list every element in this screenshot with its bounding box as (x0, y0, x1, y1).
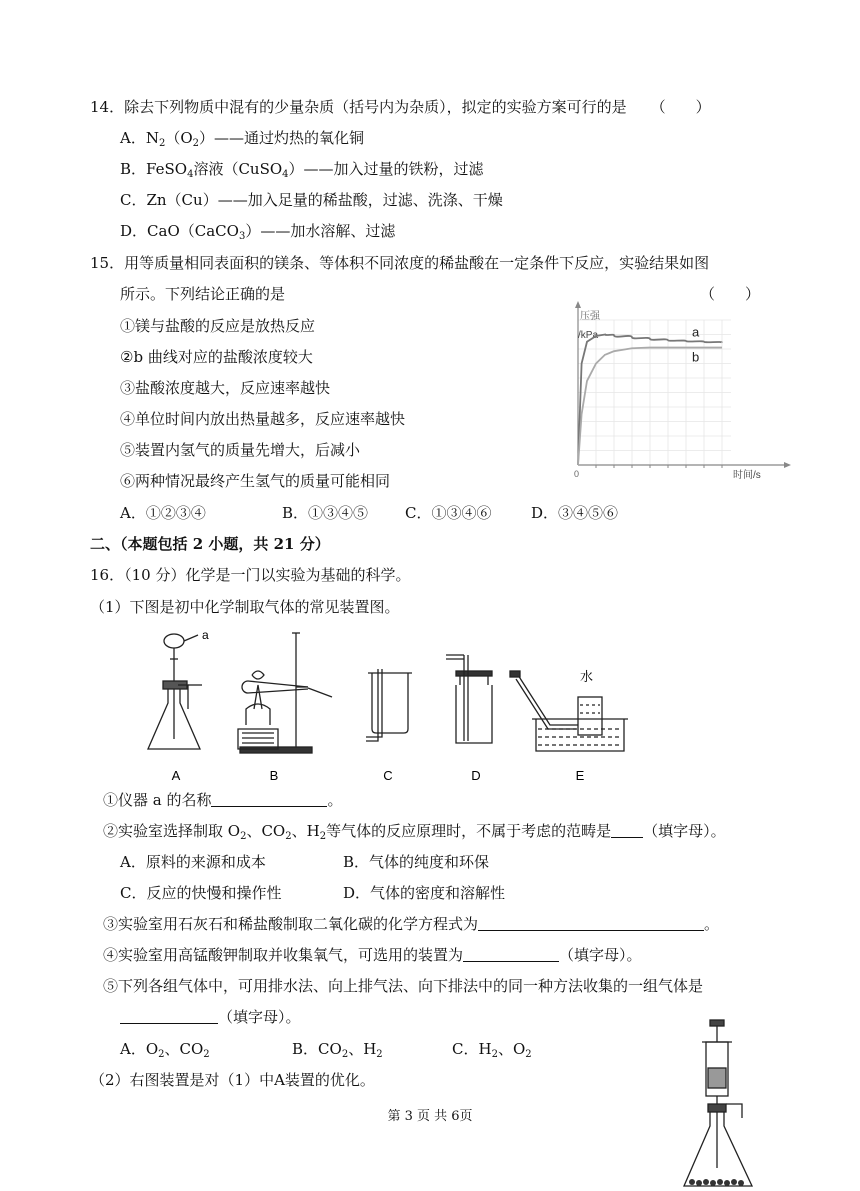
q15-statement-1: ①镁与盐酸的反应是放热反应 (120, 317, 316, 335)
apparatus-label-e: E (575, 768, 585, 783)
solid-granules (689, 1179, 744, 1186)
q15-statement-4: ④单位时间内放出热量越多，反应速率越快 (120, 410, 406, 428)
q16-sub2-option-a: A．原料的来源和成本 (120, 853, 266, 871)
pressure-time-chart (548, 300, 798, 485)
q15-answer-paren: （ ） (700, 285, 761, 303)
q15-statement-2: ②b 曲线对应的盐酸浓度较大 (120, 348, 313, 366)
q15-stem-line1: 15．用等质量相同表面积的镁条、等体积不同浓度的稀盐酸在一定条件下反应，实验结果如图 (90, 254, 710, 272)
q15-option-b: B．①③④⑤ (282, 504, 369, 522)
q15-option-c: C．①③④⑥ (405, 504, 492, 522)
y-axis-arrow (575, 301, 581, 308)
q16-part1: （1）下图是初中化学制取气体的常见装置图。 (90, 598, 400, 616)
q15-option-d: D．③④⑤⑥ (531, 504, 619, 522)
q16-stem: 16．（10 分）化学是一门以实验为基础的科学。 (90, 566, 411, 584)
q15-statement-6: ⑥两种情况最终产生氢气的质量可能相同 (120, 472, 391, 490)
section-2-heading: 二、（本题包括 2 小题，共 21 分） (90, 535, 330, 553)
answer-blank-3[interactable] (478, 915, 704, 931)
apparatus-a (148, 634, 202, 749)
answer-blank-5[interactable] (120, 1008, 218, 1024)
series-label-a: a (692, 324, 700, 340)
label-water: 水 (580, 669, 594, 684)
q16-sub5-option-c: C．$H_2$、$O_2$ (452, 1040, 532, 1060)
q14-option-a: A．$N_2(O_2)——$通过灼热的氧化铜 (120, 129, 365, 149)
label-a: a (202, 628, 209, 642)
origin-label: 0 (574, 469, 580, 479)
apparatus-label-b: B (269, 768, 279, 783)
apparatus-label-a: A (171, 768, 181, 783)
q16-sub5-option-a: A．$O_2$、$CO_2$ (120, 1040, 210, 1060)
apparatus-figure (140, 625, 660, 785)
page-footer: 第 3 页 共 6页 (387, 1109, 473, 1124)
series-label-b: b (692, 349, 700, 365)
q14-option-c: C．Zn（Cu）——加入足量的稀盐酸，过滤、洗涤、干燥 (120, 191, 503, 209)
answer-blank-1[interactable] (211, 791, 327, 807)
q16-sub1: ①仪器 a 的名称 。 (103, 791, 343, 809)
q16-sub2-option-d: D．气体的密度和溶解性 (343, 884, 506, 902)
x-axis-arrow (784, 462, 791, 468)
apparatus-c (366, 669, 412, 741)
q16-sub2: ②实验室选择制取 $O_2$、$CO_2$、$H_2$等气体的反应原理时，不属于考虑的范畴是 （填字母）。 (103, 822, 726, 842)
q15-statement-5: ⑤装置内氢气的质量先增大，后减小 (120, 441, 361, 459)
syringe-plunger-cap (710, 1020, 724, 1026)
apparatus-label-c: C (383, 768, 393, 783)
q16-sub5-line1: ⑤下列各组气体中，可用排水法、向上排气法、向下排法中的同一种方法收集的一组气体是 (103, 977, 704, 995)
q14-stem: 14．除去下列物质中混有的少量杂质（括号内为杂质），拟定的实验方案可行的是 （ ） (90, 98, 711, 116)
q16-part2: （2）右图装置是对（1）中A装置的优化。 (90, 1071, 375, 1089)
answer-blank-2[interactable] (611, 822, 643, 838)
q16-sub2-option-b: B．气体的纯度和环保 (343, 853, 490, 871)
apparatus-e (510, 671, 628, 751)
q16-sub2-option-c: C．反应的快慢和操作性 (120, 884, 282, 902)
x-axis-label: 时间/s (733, 470, 761, 481)
q15-statement-3: ③盐酸浓度越大，反应速率越快 (120, 379, 331, 397)
y-axis-label-line1: 压强 (580, 311, 600, 322)
y-axis-label-line2: /kPa (578, 330, 599, 341)
answer-blank-4[interactable] (463, 946, 559, 962)
apparatus-label-d: D (471, 768, 481, 783)
q16-sub5-option-b: B．$CO_2$、$H_2$ (292, 1040, 383, 1060)
q16-sub5-line2: （填字母）。 (120, 1007, 301, 1027)
q16-sub3: ③实验室用石灰石和稀盐酸制取二氧化碳的化学方程式为 。 (103, 915, 720, 933)
apparatus-d (446, 655, 492, 743)
q14-option-b: B．FeSO$_4$溶液（CuSO$_4$）——加入过量的铁粉，过滤 (120, 160, 484, 180)
q15-stem-line2: 所示。下列结论正确的是 (120, 285, 286, 303)
q16-sub4: ④实验室用高锰酸钾制取并收集氧气，可选用的装置为 （填字母）。 (103, 946, 642, 964)
q15-option-a: A．①②③④ (120, 504, 206, 522)
apparatus-b (238, 633, 332, 753)
q14-option-d: D．CaO（CaCO$_3$）——加水溶解、过滤 (120, 222, 396, 242)
